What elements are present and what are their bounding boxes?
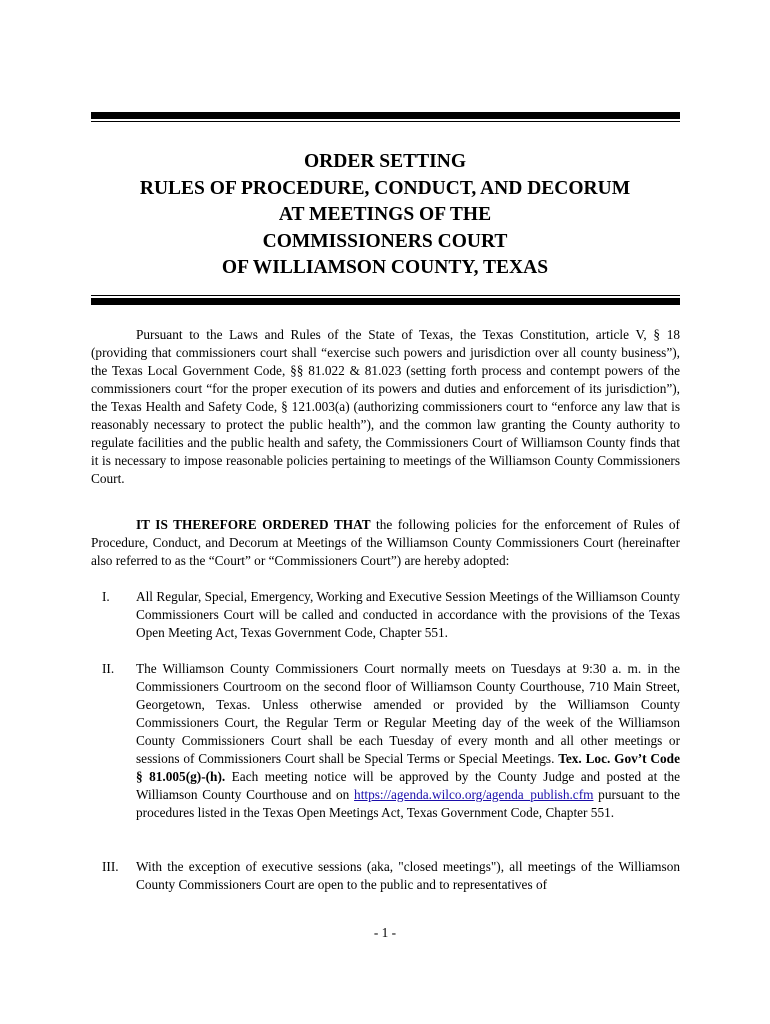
item-text: All Regular, Special, Emergency, Working and Executive Session Meetings of the Williamson County Commissioners Court will be called and conducted in accordance with the provisions of the Texas Open Meeting Act, Texas Government Code, Chapter 551. bbox=[136, 589, 680, 640]
item-text: The Williamson County Commissioners Court normally meets on Tuesdays at 9:30 a. m. in the Commissioners Courtroom on the second floor of Williamson County Courthouse, 710 Main Street, Georgetown, Texas. Unless otherwise amended or provided by the Williamson County Commissioners Court, the Regular Term or Regular Meeting day of the week of the Williamson County Commissioners Court shall be each Tuesday of every month and all other meetings or sessions of Commissioners Court shall be Special Terms or Special Meetings. Tex. Loc. Gov’t Code § 81.005(g)-(h). Each meeting notice will be approved by the County Judge and posted at the Williamson County Courthouse and on https://agenda.wilco.org/agenda_publish.cfm pursuant to the procedures listed in the Texas Open Meetings Act, Texas Government Code, Chapter 551. bbox=[136, 661, 680, 820]
title-line-5: OF WILLIAMSON COUNTY, TEXAS bbox=[221, 257, 549, 278]
top-rule bbox=[91, 112, 680, 122]
title-line-3: AT MEETINGS OF THE bbox=[278, 204, 492, 225]
item-text: With the exception of executive sessions (aka, "closed meetings"), all meetings of the Williamson County Commissioners Court are open to the public and to representatives of bbox=[136, 859, 680, 892]
agenda-link[interactable]: https://agenda.wilco.org/agenda_publish.cfm bbox=[354, 787, 594, 802]
list-item-1 bbox=[91, 588, 680, 642]
document-title bbox=[60, 149, 710, 282]
statute-citation: Tex. Loc. Gov’t Code § 81.005(g)-(h). bbox=[136, 751, 680, 784]
title-line-2: RULES OF PROCEDURE, CONDUCT, AND DECORUM bbox=[139, 177, 631, 199]
item-number: I. bbox=[102, 589, 110, 604]
bottom-rule bbox=[91, 295, 680, 305]
order-paragraph bbox=[91, 516, 680, 570]
title-line-4: COMMISSIONERS COURT bbox=[262, 230, 508, 252]
list-item-2 bbox=[91, 660, 680, 822]
order-lead: IT IS THEREFORE ORDERED THAT bbox=[136, 517, 371, 532]
order-text: the following policies for the enforcement of Rules of Procedure, Conduct, and Decorum at Meetings of the Williamson County Commissioners Court (hereinafter also referred to as the “Court” or “Commissioners Court”) are hereby adopted: bbox=[91, 517, 680, 568]
item-number: II. bbox=[102, 661, 115, 676]
page-number: - 1 - bbox=[373, 925, 397, 940]
title-line-1: ORDER SETTING bbox=[304, 151, 466, 172]
item-number: III. bbox=[102, 859, 119, 874]
intro-text: Pursuant to the Laws and Rules of the State of Texas, the Texas Constitution, article V, § 18 (providing that commissioners court shall “exercise such powers and jurisdiction over all county business”), the Texas Local Government Code, §§ 81.022 & 81.023 (setting forth process and contempt powers of the commissioners court “for the proper execution of its powers and duties and enforcement of its jurisdiction”), the Texas Health and Safety Code, § 121.003(a) (authorizing commissioners court to “enforce any law that is reasonably necessary to protect the public health”), and the common law granting the County authority to regulate facilities and the public health and safety, the Commissioners Court of Williamson County finds that it is necessary to impose reasonable policies pertaining to meetings of the Williamson County Commissioners Court. bbox=[91, 327, 680, 486]
list-item-3 bbox=[91, 858, 680, 894]
intro-paragraph bbox=[91, 326, 680, 488]
